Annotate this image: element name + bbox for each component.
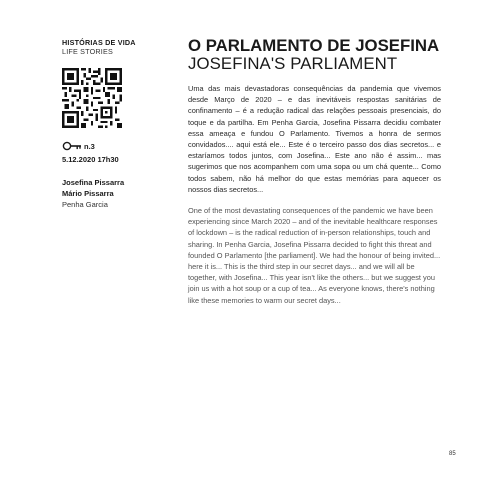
section-title: HISTÓRIAS DE VIDA bbox=[62, 38, 136, 47]
article-title-en: JOSEFINA'S PARLIAMENT bbox=[188, 54, 398, 73]
event-datetime: 5.12.2020 17h30 bbox=[62, 155, 119, 164]
qr-code-icon[interactable] bbox=[62, 68, 122, 128]
credit-name: Mário Pissarra bbox=[62, 189, 114, 198]
sidebar-header bbox=[62, 38, 162, 57]
episode-line bbox=[62, 141, 95, 151]
article-body-en: One of the most devastating consequences of the pandemic we have been experiencing since March 2020 – and of the inevitable healthcare responses of lockdown – is the radical reduction of in-person relationships, touch and sharing. In Penha Garcia, Josefina Pissarra decided to fight this threat and founded O Parlamento [the parliament]. We had the honour of being invited... here it is... This is the third step in our secret days... and we will all be together, with Josefina... This year isn't like the others... but we suggest you join us with a hot soup or a cup of tea... As everyone knows, there's nothing like these memories to warm our secret days... bbox=[188, 206, 441, 305]
article-title-pt: O PARLAMENTO DE JOSEFINA bbox=[188, 36, 440, 55]
page-number: 85 bbox=[449, 451, 456, 457]
article-body-pt: Uma das mais devastadoras consequências da pandemia que vivemos desde Março de 2020 – e das inevitáveis respostas sanitárias de confinamento – é a redução radical das relações pessoais presenciais, do toque e da partilha. Em Penha Garcia, Josefina Pissarra decidiu combater essa ameaça e fundou O Parlamento. Tivemos a honra de sermos convidados.... aqui está ele... Este é o terceiro passo dos dias secretos... e estaríamos todos juntos, com Josefina... Este ano não é assim... mas sugerimos que nos acompanhem com uma sopa ou um chá quente... Como todos sabem, não há melhor do que estas memórias para aquecer os nossos dias secretos... bbox=[188, 84, 441, 194]
credit-place: Penha Garcia bbox=[62, 200, 108, 209]
key-icon bbox=[62, 141, 82, 151]
episode-number: n.3 bbox=[84, 141, 95, 151]
article bbox=[188, 36, 441, 306]
section-subtitle: LIFE STORIES bbox=[62, 47, 113, 56]
credits bbox=[62, 177, 124, 210]
credit-name: Josefina Pissarra bbox=[62, 178, 125, 187]
